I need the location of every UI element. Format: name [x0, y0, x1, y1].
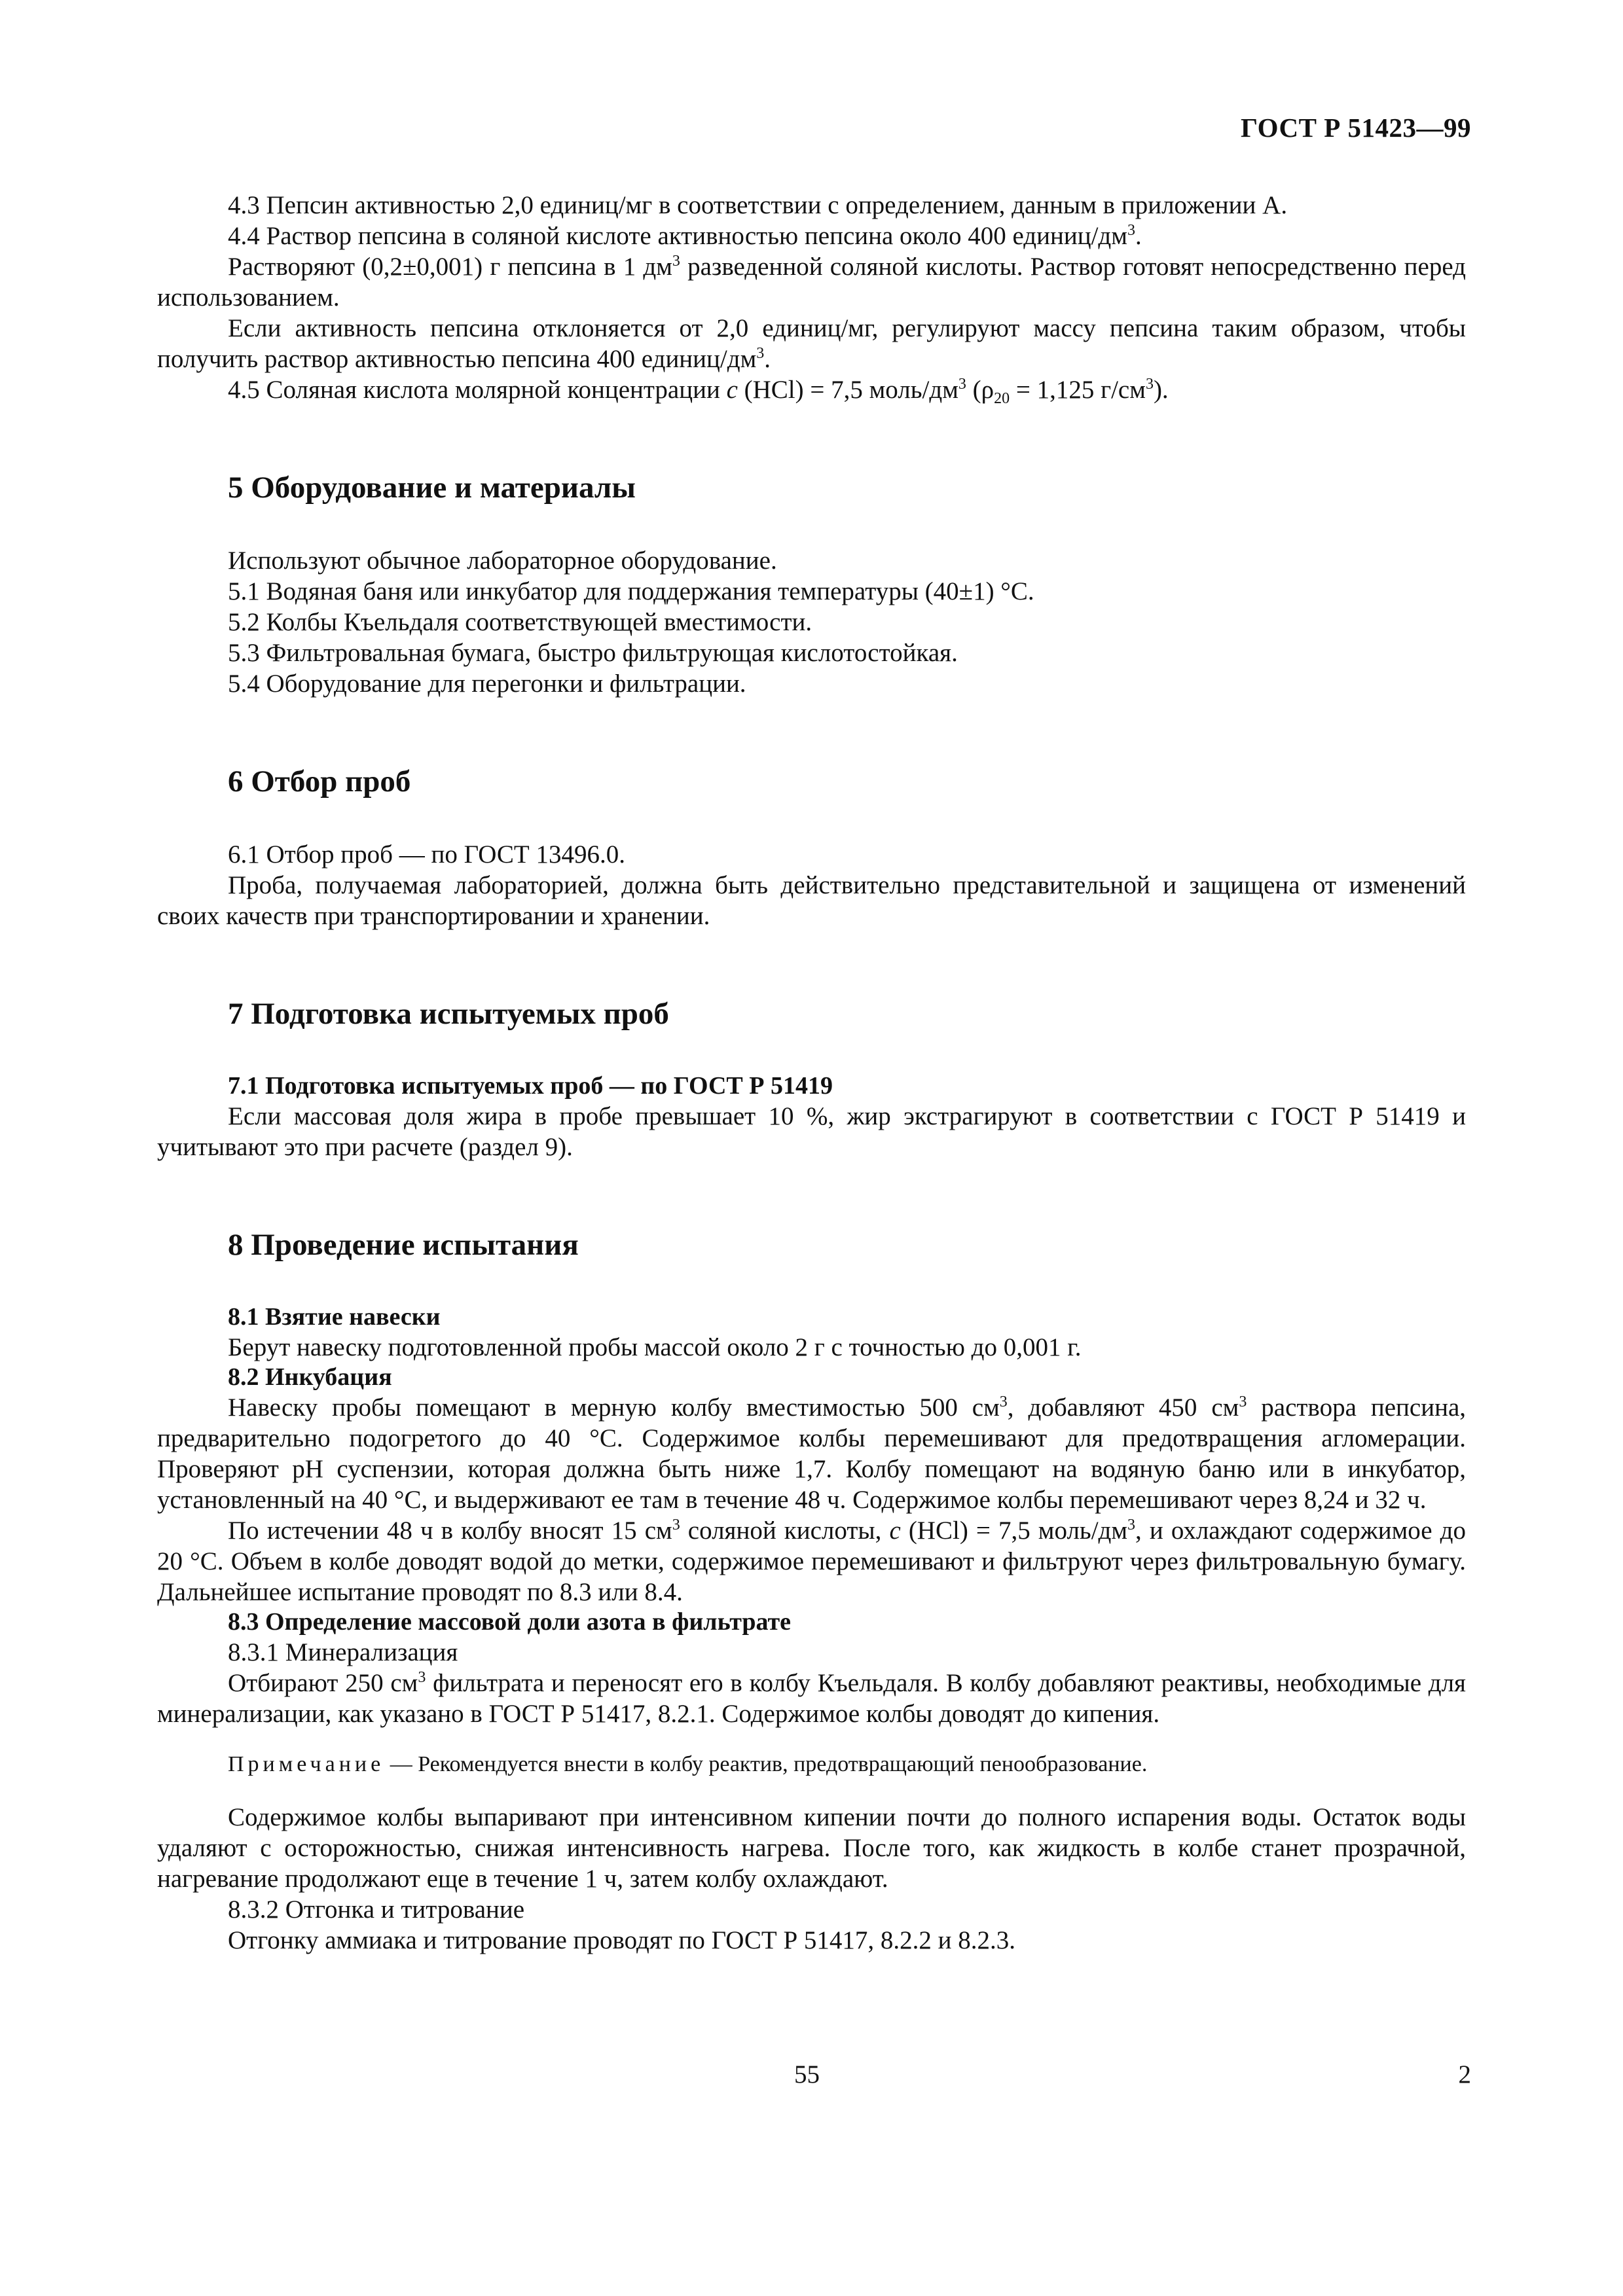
page-body [157, 190, 1466, 1956]
document-id-header: ГОСТ Р 51423—99 [1241, 113, 1471, 143]
paragraph-4-4-dissolve: Растворяют (0,2±0,001) г пепсина в 1 $дм^3$ разведенной соляной кислоты. Раствор готовят непосредственно перед использованием. [157, 253, 1466, 312]
paragraph-8-3-1: Отбирают 250 $см^3$ фильтрата и переносят его в колбу Къельдаля. В колбу добавляют реактивы, необходимые для минерализации, как указано в ГОСТ Р 51417, 8.2.1. Содержимое колбы доводят до кипения. [157, 1669, 1466, 1728]
paragraph-8-3-1-title: 8.3.1 Минерализация [228, 1638, 458, 1666]
paragraph-8-3-2: Отгонку аммиака и титрование проводят по ГОСТ Р 51417, 8.2.2 и 8.2.3. [228, 1926, 1016, 1954]
paragraph-4-4: 4.4 Раствор пепсина в соляной кислоте активностью пепсина около 400 единиц/$дм^3$. [228, 222, 1142, 250]
paragraph-8-3-2-title: 8.3.2 Отгонка и титрование [228, 1895, 525, 1924]
section-8-heading: 8 Проведение испытания [228, 1228, 579, 1262]
paragraph-7-1: Если массовая доля жира в пробе превышает 10 %, жир экстрагируют в соответствии с ГОСТ Р 51419 и учитывают это при расчете (раздел 9). [157, 1102, 1466, 1161]
page-number-center: 55 [794, 2060, 820, 2089]
page-number-right: 2 [1458, 2060, 1471, 2089]
paragraph-4-5: 4.5 Соляная кислота молярной концентрации c (HCl) = 7,5 моль/$дм^3$ ($\rho_{20} = 1,125$ $г/см^3$). [228, 376, 1169, 407]
subsection-8-3-heading: 8.3 Определение массовой доли азота в фильтрате [228, 1608, 792, 1636]
paragraph-5-2: 5.2 Колбы Къельдаля соответствующей вместимости. [228, 608, 812, 636]
paragraph-8-2: Навеску пробы помещают в мерную колбу вместимостью 500 $см^3$, добавляют 450 $см^3$ раствора пепсина, предварительно подогретого до 40 °С. Содержимое колбы перемешивают для предотвращения агломерации. Проверяют pH суспензии, которая должна быть ниже 1,7. Колбу помещают на водяную баню или в инкубатор, установленный на 40 °С, и выдерживают ее там в течение 48 ч. Содержимое колбы перемешивают через 8,24 и 32 ч. [157, 1393, 1467, 1514]
paragraph-5-4: 5.4 Оборудование для перегонки и фильтрации. [228, 670, 746, 698]
paragraph-8-2-acid: По истечении 48 ч в колбу вносят 15 $см^3$ соляной кислоты, c (HCl) = 7,5 моль/$дм^3$, и охлаждают содержимое до 20 °С. Объем в колбе доводят водой до метки, содержимое перемешивают и фильтруют через фильтровальную бумагу. Дальнейшее испытание проводят по 8.3 или 8.4. [157, 1516, 1466, 1606]
note [157, 1749, 1466, 1780]
subsection-8-2-heading: 8.2 Инкубация [228, 1363, 392, 1391]
paragraph-6-2: Проба, получаемая лабораторией, должна быть действительно представительной и защищена от изменений своих качеств при транспортировании и хранении. [157, 871, 1466, 930]
note-label: Примечание [228, 1752, 385, 1776]
paragraph-6-1: 6.1 Отбор проб — по ГОСТ 13496.0. [228, 840, 625, 869]
paragraph-5-3: 5.3 Фильтровальная бумага, быстро фильтрующая кислотостойкая. [228, 639, 958, 667]
section-5-heading: 5 Оборудование и материалы [228, 471, 636, 505]
subsection-8-1-heading: 8.1 Взятие навески [228, 1303, 441, 1331]
section-6-heading: 6 Отбор проб [228, 764, 411, 798]
paragraph-5-intro: Используют обычное лабораторное оборудование. [228, 547, 777, 575]
section-7-heading: 7 Подготовка испытуемых проб [228, 997, 669, 1031]
paragraph-8-3-1-evaporation: Содержимое колбы выпаривают при интенсивном кипении почти до полного испарения воды. Остаток воды удаляют с осторожностью, снижая интенсивность нагрева. После того, как жидкость в колбе станет прозрачной, нагревание продолжают еще в течение 1 ч, затем колбу охлаждают. [157, 1803, 1466, 1893]
paragraph-8-1: Берут навеску подготовленной пробы массой около 2 г с точностью до 0,001 г. [228, 1333, 1082, 1361]
subsection-7-1-heading: 7.1 Подготовка испытуемых проб — по ГОСТ Р 51419 [228, 1072, 833, 1100]
paragraph-4-3: 4.3 Пепсин активностью 2,0 единиц/мг в соответствии с определением, данным в приложении А. [228, 191, 1288, 219]
note-text: — Рекомендуется внести в колбу реактив, предотвращающий пенообразование. [384, 1752, 1148, 1776]
paragraph-4-4-adjust: Если активность пепсина отклоняется от 2,0 единиц/мг, регулируют массу пепсина таким образом, чтобы получить раствор активностью пепсина 400 единиц/$дм^3$. [157, 314, 1466, 373]
paragraph-5-1: 5.1 Водяная баня или инкубатор для поддержания температуры (40±1) °С. [228, 577, 1034, 605]
